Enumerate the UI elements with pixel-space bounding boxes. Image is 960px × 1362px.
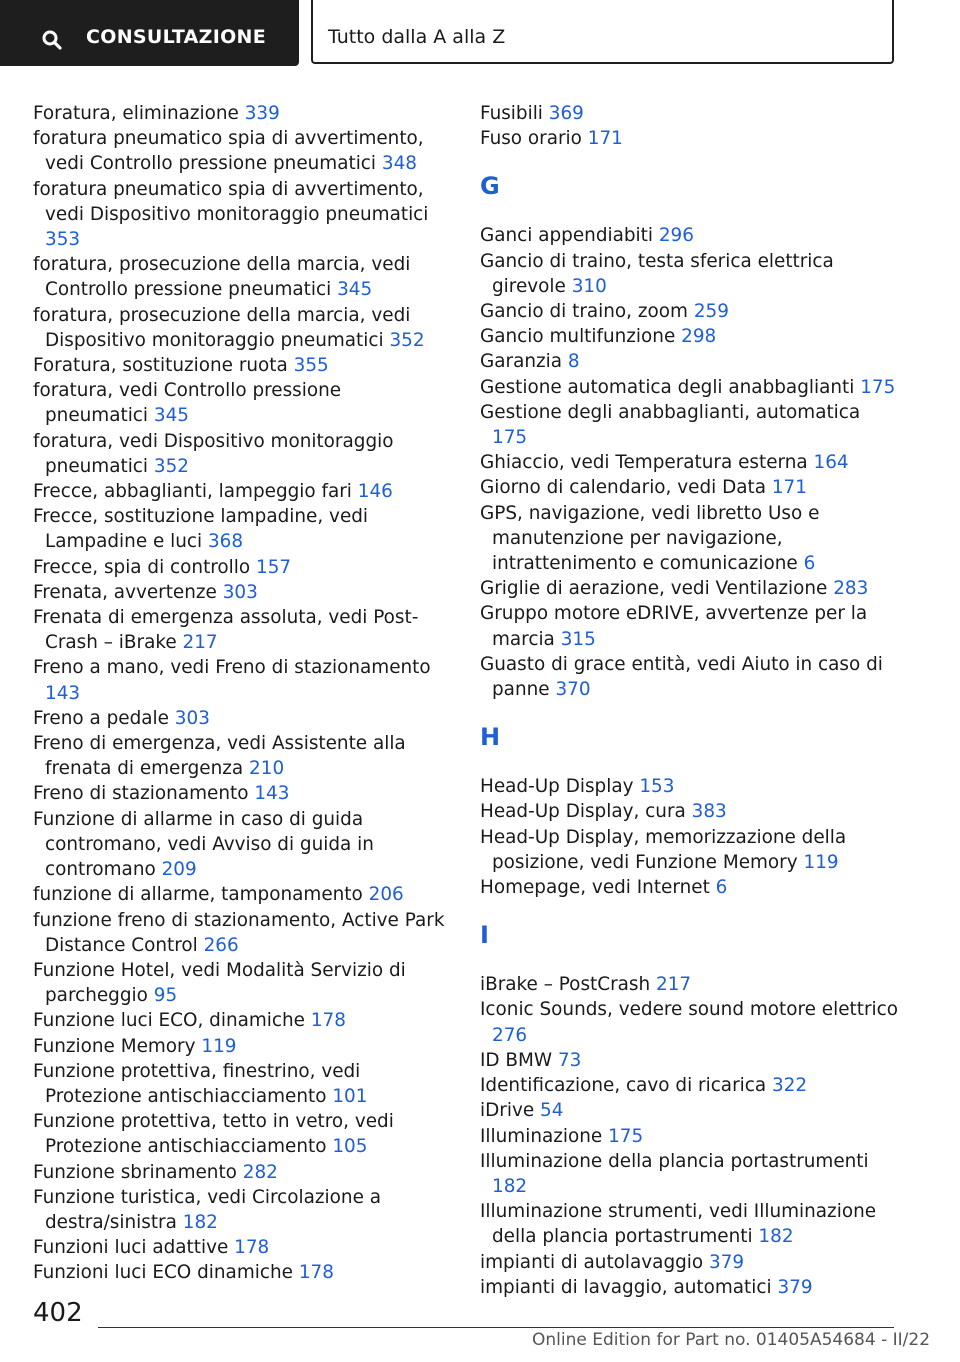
page-reference-link[interactable]: 206 [368,884,404,906]
index-entry [33,908,448,958]
page-reference-link[interactable]: 379 [709,1251,745,1273]
index-entry-text: GPS, navigazione, vedi libretto Uso e manutenzione per navigazione, intrattenimento e comunicazione [480,502,820,575]
consult-tab[interactable] [0,0,299,66]
page-reference-link[interactable]: 370 [555,679,591,701]
index-entry-text: Iconic Sounds, vedere sound motore elettrico [480,999,899,1021]
index-entry-text: Illuminazione della plancia portastrumenti [480,1150,869,1172]
page-reference-link[interactable]: 282 [242,1161,278,1183]
page-reference-link[interactable]: 146 [357,481,393,503]
index-entry [480,101,900,126]
index-list-h [480,774,900,900]
index-entry-text: Frecce, abbaglianti, lampeggio fari [33,481,352,503]
index-entry-text: Illuminazione [480,1125,603,1147]
index-entry-text: foratura, vedi Controllo pressione pneumatici [33,380,342,427]
index-entry [33,605,448,655]
index-entry-text: Head-Up Display, cura [480,801,686,823]
index-entry-text: Frecce, sostituzione lampadine, vedi Lampadine e luci [33,506,369,553]
page-reference-link[interactable]: 8 [567,351,580,373]
index-entry [33,1235,448,1260]
index-entry [480,299,900,324]
page-reference-link[interactable]: 6 [715,877,728,899]
page-reference-link[interactable]: 175 [860,376,896,398]
index-entry-text: Gancio di traino, zoom [480,301,688,323]
page-reference-link[interactable]: 171 [587,128,623,150]
page-reference-link[interactable]: 6 [803,553,816,575]
page-reference-link[interactable]: 182 [182,1211,218,1233]
page-header [0,0,960,66]
page-reference-link[interactable]: 143 [45,682,81,704]
page-reference-link[interactable]: 352 [389,329,425,351]
index-entry [480,475,900,500]
page-reference-link[interactable]: 95 [153,985,178,1007]
page-reference-link[interactable]: 143 [254,783,290,805]
page-reference-link[interactable]: 352 [153,455,189,477]
page-reference-link[interactable]: 353 [45,229,81,251]
index-entry [480,1275,900,1300]
index-entry-text: funzione freno di stazionamento, Active Park Distance Control [33,909,445,956]
index-entry [480,1098,900,1123]
index-entry-text: iBrake – PostCrash [480,974,651,996]
page-reference-link[interactable]: 296 [658,225,694,247]
page-reference-link[interactable]: 210 [249,758,285,780]
index-entry-text: Funzione turistica, vedi Circolazione a destra/sinistra [33,1186,382,1233]
index-entry-text: Head-Up Display [480,776,634,798]
page-reference-link[interactable]: 276 [492,1024,528,1046]
index-entry-text: Funzioni luci adattive [33,1237,229,1259]
page-reference-link[interactable]: 266 [203,934,239,956]
index-entry-text: Foratura, eliminazione [33,103,239,124]
index-entry-text: impianti di autolavaggio [480,1251,704,1273]
page-reference-link[interactable]: 345 [337,279,373,301]
index-entry-text: Funzione protettiva, finestrino, vedi Protezione antischiacciamento [33,1060,361,1107]
index-entry-text: Frenata di emergenza assoluta, vedi Post-Crash – iBrake [33,607,419,654]
page-reference-link[interactable]: 178 [234,1237,270,1259]
page-reference-link[interactable]: 164 [813,452,849,474]
index-list-g [480,223,900,702]
index-entry-text: ID BMW [480,1049,553,1071]
index-entry-text: Guasto di grace entità, vedi Aiuto in caso di panne [480,653,883,701]
letter-heading-i: I [480,921,489,950]
index-entry [33,429,448,479]
index-entry [33,504,448,554]
page-reference-link[interactable]: 303 [174,707,210,729]
index-entry [480,799,900,824]
index-entry-text: foratura pneumatico spia di avvertimento, vedi Controllo pressione pneumatici [33,128,424,175]
page-reference-link[interactable]: 283 [833,578,869,600]
index-entry [33,781,448,806]
index-entry [33,807,448,883]
index-entry [480,576,900,601]
search-icon [42,30,62,50]
index-entry [33,101,448,126]
index-entry [33,1260,448,1285]
index-entry-text: Griglie di aerazione, vedi Ventilazione [480,578,828,600]
index-entry-text: Funzione Hotel, vedi Modalità Servizio di parcheggio [33,959,406,1007]
index-entry [33,706,448,731]
index-entry-text: Homepage, vedi Internet [480,877,710,899]
index-entry-text: Funzioni luci ECO dinamiche [33,1262,293,1284]
index-entry-text: Gruppo motore eDRIVE, avvertenze per la marcia [480,603,868,650]
index-entry-text: Freno a pedale [33,707,169,729]
page-reference-link[interactable]: 315 [560,628,596,650]
index-entry [33,1034,448,1059]
index-entry [480,774,900,799]
edition-note: Online Edition for Part no. 01405A54684 - II/22 [532,1330,931,1350]
index-entry [33,378,448,428]
page-reference-link[interactable]: 54 [540,1100,564,1122]
index-entry-text: foratura, prosecuzione della marcia, vedi Dispositivo monitoraggio pneumatici [33,304,411,351]
index-entry [480,601,900,651]
index-entry [480,375,900,400]
index-entry [480,126,900,151]
index-entry-text: Freno a mano, vedi Freno di stazionamento [33,657,431,679]
index-entry [480,1124,900,1149]
index-entry-text: iDrive [480,1100,535,1122]
index-entry [33,1109,448,1159]
index-entry-text: Gancio multifunzione [480,326,676,348]
index-entry [33,1059,448,1109]
index-entry [33,252,448,302]
index-entry [33,1185,448,1235]
index-entry-text: Funzione luci ECO, dinamiche [33,1010,305,1032]
index-entry [480,349,900,374]
index-entry-text: foratura pneumatico spia di avvertimento, vedi Dispositivo monitoraggio pneumatici [33,178,429,225]
index-entry [480,400,900,450]
section-title: Tutto dalla A alla Z [328,26,506,48]
page-reference-link[interactable]: 339 [244,103,280,124]
index-entry-text: Foratura, sostituzione ruota [33,355,288,377]
page-reference-link[interactable]: 355 [293,355,329,377]
page-number: 402 [33,1298,83,1328]
index-entry [33,958,448,1008]
index-entry [480,249,900,299]
page-reference-link[interactable]: 182 [492,1175,528,1197]
page-reference-link[interactable]: 182 [758,1226,794,1248]
page-reference-link[interactable]: 348 [381,153,417,175]
index-entry-text: Fuso orario [480,128,582,150]
index-entry-text: Funzione Memory [33,1035,196,1057]
index-entry-text: foratura, vedi Dispositivo monitoraggio pneumatici [33,430,394,477]
index-entry-text: Illuminazione strumenti, vedi Illuminazione della plancia portastrumenti [480,1201,877,1248]
page-reference-link[interactable]: 379 [777,1276,813,1298]
page-reference-link[interactable]: 171 [771,477,807,499]
index-entry-text: Funzione protettiva, tetto in vetro, vedi Protezione antischiacciamento [33,1111,394,1158]
footer-divider [98,1327,894,1328]
index-entry [33,580,448,605]
index-column-left [33,101,448,1286]
index-entry-text: Freno di emergenza, vedi Assistente alla frenata di emergenza [33,733,406,780]
index-entry [480,450,900,475]
index-entry-text: impianti di lavaggio, automatici [480,1276,772,1298]
page-reference-link[interactable]: 322 [771,1075,808,1097]
index-entry [480,1199,900,1249]
index-entry [33,126,448,176]
page-reference-link[interactable]: 153 [639,776,675,798]
index-entry [480,1073,900,1098]
index-entry-text: Identificazione, cavo di ricarica [480,1075,767,1097]
page-reference-link[interactable]: 303 [222,581,258,603]
page-reference-link[interactable]: 178 [310,1010,346,1032]
page-reference-link[interactable]: 369 [548,103,584,124]
index-entry-text: Head-Up Display, memorizzazione della posizione, vedi Funzione Memory [480,826,847,873]
index-entry-text: Fusibili [480,103,543,124]
index-entry-text: Giorno di calendario, vedi Data [480,477,766,499]
page-reference-link[interactable]: 217 [656,974,692,996]
index-entry [33,1160,448,1185]
page-reference-link[interactable]: 368 [207,531,244,553]
page-reference-link[interactable]: 178 [298,1262,334,1284]
index-entry-text: Frecce, spia di controllo [33,556,251,578]
page-reference-link[interactable]: 383 [691,801,727,823]
letter-heading-g: G [480,172,500,201]
index-entry-text: Ghiaccio, vedi Temperatura esterna [480,452,808,474]
page-reference-link[interactable]: 175 [608,1125,644,1147]
index-entry-text: Garanzia [480,351,563,373]
page-reference-link[interactable]: 105 [332,1136,368,1158]
index-column-right [480,101,900,1300]
consult-label: CONSULTAZIONE [86,26,267,48]
page-reference-link[interactable]: 175 [492,427,528,449]
index-list-left [33,101,448,1286]
index-entry [480,1149,900,1199]
letter-heading-h: H [480,723,501,752]
index-entry [480,1250,900,1275]
page-reference-link[interactable]: 217 [182,632,218,654]
page-reference-link[interactable]: 345 [153,405,189,427]
index-entry-text: Frenata, avvertenze [33,581,217,603]
index-entry [480,223,900,248]
page-reference-link[interactable]: 119 [803,851,839,873]
index-entry [480,324,900,349]
index-entry [480,997,900,1047]
page-reference-link[interactable]: 209 [161,859,197,881]
index-entry [33,353,448,378]
index-entry-text: Freno di stazionamento [33,783,249,805]
index-entry-text: Gestione degli anabbaglianti, automatica [480,401,861,423]
index-entry [480,972,900,997]
index-entry [33,655,448,705]
index-entry-text: Gancio di traino, testa sferica elettrica girevole [480,250,834,297]
index-entry [480,825,900,875]
index-entry [33,555,448,580]
index-entry [33,731,448,781]
index-entry-text: Funzione di allarme in caso di guida contromano, vedi Avviso di guida in contromano [33,808,374,881]
index-entry [33,177,448,253]
index-entry [480,501,900,577]
index-entry [480,1048,900,1073]
page-reference-link[interactable]: 310 [571,275,607,297]
page-reference-link[interactable]: 298 [681,326,717,348]
index-entry [480,875,900,900]
index-entry-text: funzione di allarme, tamponamento [33,884,363,906]
page-reference-link[interactable]: 259 [693,301,729,323]
page-reference-link[interactable]: 157 [256,556,292,578]
index-entry [33,303,448,353]
index-entry [33,882,448,907]
index-list-i [480,972,900,1300]
index-entry-text: Gestione automatica degli anabbaglianti [480,376,855,398]
index-entry-text: foratura, prosecuzione della marcia, vedi Controllo pressione pneumatici [33,254,411,301]
page-reference-link[interactable]: 101 [332,1085,368,1107]
page-reference-link[interactable]: 73 [557,1049,582,1071]
index-list-f-continued [480,101,900,151]
page-reference-link[interactable]: 119 [201,1035,237,1057]
index-entry [480,652,900,702]
index-entry-text: Funzione sbrinamento [33,1161,237,1183]
index-entry [33,1008,448,1033]
index-entry-text: Ganci appendiabiti [480,225,653,247]
index-entry [33,479,448,504]
section-tab[interactable] [311,0,894,64]
